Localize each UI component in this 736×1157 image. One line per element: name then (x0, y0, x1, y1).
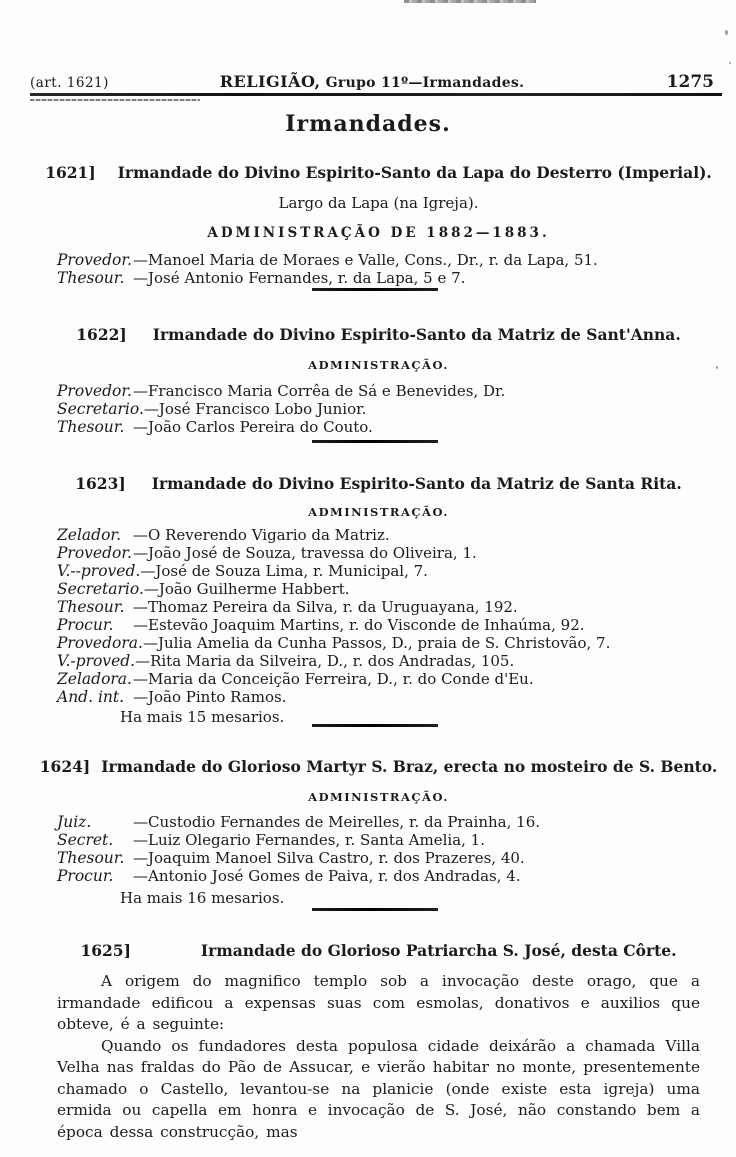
officer-row (57, 867, 700, 885)
officer-row (57, 544, 700, 562)
entry-heading (57, 474, 700, 494)
entry-number: 1625] (80, 941, 131, 960)
entry-paragraph: A origem do magnifico templo sob a invocação deste orago, que a irmandade edificou a expensas suas com esmolas, donativos e auxilios que obteve, é a seguinte: (57, 972, 700, 1033)
officer-row (57, 849, 700, 867)
administration-label: ADMINISTRAÇÃO. (308, 358, 449, 372)
entry-1623 (57, 474, 700, 725)
officer-role: Thesour. (57, 849, 125, 867)
officer-list (57, 382, 700, 436)
entry-number: 1624] (39, 757, 91, 776)
entry-1621 (45, 163, 712, 287)
officer-row (57, 418, 700, 436)
officer-role: Thesour. (57, 598, 125, 616)
officer-role: Thesour. (57, 269, 125, 287)
officer-role: V.-proved. (57, 652, 136, 670)
officer-row (57, 580, 700, 598)
header-group-title: Grupo 11º—Irmandades. (325, 75, 525, 91)
officer-detail: —João Carlos Pereira do Couto. (133, 418, 373, 436)
entry-1622 (57, 325, 700, 436)
officer-detail: —Manoel Maria de Moraes e Valle, Cons., Dr., r. da Lapa, 51. (133, 251, 598, 269)
entry-heading (45, 163, 712, 183)
header-rule (30, 93, 722, 96)
officer-role: Thesour. (57, 418, 125, 436)
entry-heading-text: Irmandade do Divino Espirito-Santo da Matriz de Sant'Anna. (152, 325, 681, 344)
page-number: 1275 (666, 72, 714, 92)
officer-row (57, 670, 700, 688)
officer-role: Zeladora. (57, 670, 132, 688)
entry-1624 (39, 757, 718, 907)
administration-label: ADMINISTRAÇÃO. (308, 790, 449, 804)
officer-row (57, 652, 700, 670)
officer-detail: —João Guilherme Habbert. (143, 580, 350, 598)
officer-detail: —José Francisco Lobo Junior. (143, 400, 367, 418)
officer-row (57, 269, 700, 287)
officer-detail: —Thomaz Pereira da Silva, r. da Uruguayana, 192. (133, 598, 518, 616)
officer-role: Zelador. (57, 526, 122, 544)
entry-address: Largo da Lapa (na Igreja). (278, 194, 479, 212)
officer-role: Provedor. (57, 544, 132, 562)
entry-number: 1622] (76, 325, 127, 344)
section-divider (312, 288, 438, 291)
officer-detail: —Francisco Maria Corrêa de Sá e Benevides, Dr. (133, 382, 506, 400)
entry-1625 (57, 941, 700, 1143)
officer-detail: —O Reverendo Vigario da Matriz. (133, 526, 390, 544)
scan-speck (716, 366, 718, 369)
entry-heading (57, 941, 700, 961)
officer-role: Secretario. (57, 580, 144, 598)
officer-role: Provedor. (57, 251, 132, 269)
page-title: Irmandades. (285, 111, 451, 137)
section-divider (312, 724, 438, 727)
officer-detail: —Custodio Fernandes de Meirelles, r. da Prainha, 16. (133, 813, 540, 831)
officer-row (57, 813, 700, 831)
officer-detail: —Antonio José Gomes de Paiva, r. dos Andradas, 4. (133, 867, 521, 885)
section-divider (312, 440, 438, 443)
officer-row (57, 382, 700, 400)
administration-label: ADMINISTRAÇÃO DE 1882—1883. (207, 225, 550, 241)
officer-role: V.--proved. (57, 562, 141, 580)
officer-row (57, 831, 700, 849)
administration-label: ADMINISTRAÇÃO. (308, 505, 449, 519)
officer-role: Procur. (57, 867, 114, 885)
officer-row (57, 688, 700, 706)
officer-row (57, 251, 700, 269)
entry-heading-text: Irmandade do Divino Espirito-Santo da Matriz de Santa Rita. (151, 474, 682, 493)
entry-heading (39, 757, 718, 777)
entry-number: 1623] (75, 474, 126, 493)
officer-row (57, 400, 700, 418)
entry-heading (57, 325, 700, 345)
entry-heading-text: Irmandade do Glorioso Patriarcha S. José, desta Côrte. (200, 941, 677, 960)
officer-role: Secretario. (57, 400, 144, 418)
officer-detail: —Maria da Conceição Ferreira, D., r. do Conde d'Eu. (133, 670, 534, 688)
officer-detail: —José Antonio Fernandes, r. da Lapa, 5 e 7. (133, 269, 466, 287)
officer-role: Juiz. (57, 813, 92, 831)
entry-note: Ha mais 15 mesarios. (120, 708, 285, 726)
officer-detail: —Joaquim Manoel Silva Castro, r. dos Prazeres, 40. (133, 849, 525, 867)
entry-heading-text: Irmandade do Glorioso Martyr S. Braz, erecta no mosteiro de S. Bento. (101, 757, 718, 776)
entry-body (57, 971, 700, 1143)
running-header (30, 72, 714, 92)
scan-speck (729, 62, 731, 64)
scan-smudge (404, 0, 536, 3)
officer-role: Secret. (57, 831, 114, 849)
officer-list (57, 813, 700, 885)
header-article-ref: (art. 1621) (30, 75, 109, 91)
officer-list (57, 251, 700, 287)
officer-detail: —José de Souza Lima, r. Municipal, 7. (140, 562, 428, 580)
officer-row (57, 598, 700, 616)
entry-heading-text: Irmandade do Divino Espirito-Santo da Lapa do Desterro (Imperial). (117, 163, 712, 182)
officer-row (57, 616, 700, 634)
entry-note: Ha mais 16 mesarios. (120, 889, 285, 907)
officer-role: Provedor. (57, 382, 132, 400)
officer-role: Procur. (57, 616, 114, 634)
officer-role: Provedora. (57, 634, 143, 652)
officer-role: And. int. (57, 688, 125, 706)
officer-row (57, 526, 700, 544)
officer-row (57, 562, 700, 580)
officer-detail: —Estevão Joaquim Martins, r. do Visconde de Inhaúma, 92. (133, 616, 585, 634)
scan-speck (725, 30, 728, 35)
entry-paragraph: Quando os fundadores desta populosa cidade deixárão a chamada Villa Velha nas fraldas do Pão de Assucar, e vierão habitar no monte, presentemente chamado o Castello, levantou-se na planicie (onde existe esta igreja) uma ermida ou capella em honra e invocação de S. José, não constando bem a época dessa construcção, mas (57, 1036, 700, 1141)
officer-detail: —João José de Souza, travessa do Oliveira, 1. (133, 544, 477, 562)
officer-detail: —João Pinto Ramos. (133, 688, 287, 706)
officer-row (57, 634, 700, 652)
header-rule-fragment (30, 99, 200, 101)
officer-detail: —Luiz Olegario Fernandes, r. Santa Amelia, 1. (133, 831, 485, 849)
officer-detail: —Julia Amelia da Cunha Passos, D., praia de S. Christovão, 7. (142, 634, 611, 652)
header-section-title: RELIGIÃO, (219, 72, 321, 91)
header-title (190, 72, 554, 91)
entry-number: 1621] (45, 163, 96, 182)
officer-list (57, 526, 700, 706)
officer-detail: —Rita Maria da Silveira, D., r. dos Andradas, 105. (135, 652, 515, 670)
section-divider (312, 908, 438, 911)
